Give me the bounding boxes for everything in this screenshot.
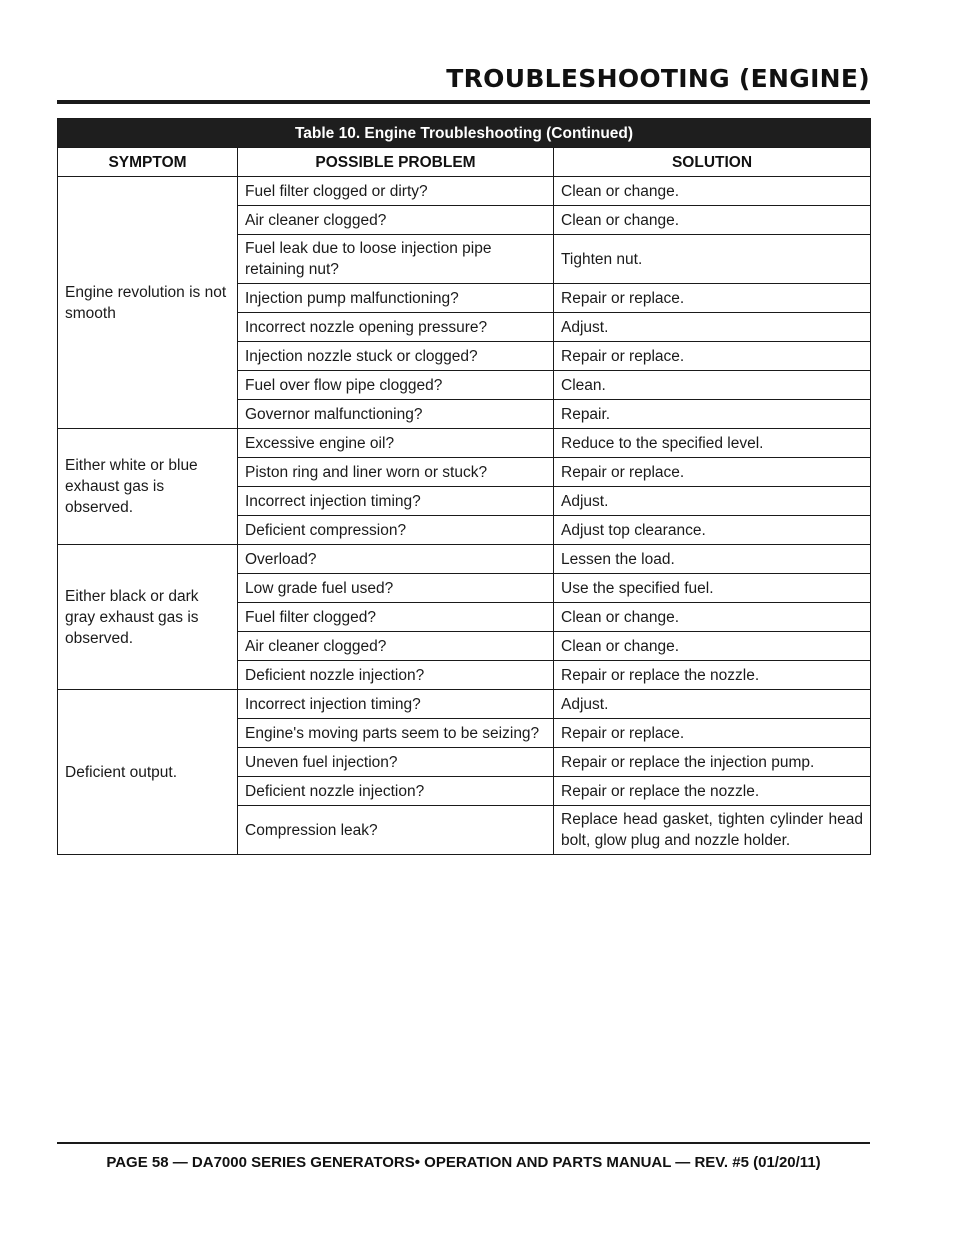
solution-cell: Adjust top clearance. [554, 516, 871, 545]
table-row [58, 690, 871, 719]
problem-cell: Governor malfunctioning? [238, 400, 554, 429]
problem-cell: Incorrect injection timing? [238, 487, 554, 516]
symptom-cell: Deficient output. [58, 690, 238, 855]
symptom-cell: Either black or dark gray exhaust gas is observed. [58, 545, 238, 690]
solution-cell: Clean or change. [554, 603, 871, 632]
solution-cell: Adjust. [554, 690, 871, 719]
title-rule [57, 100, 870, 104]
problem-cell: Deficient nozzle injection? [238, 661, 554, 690]
problem-cell: Incorrect injection timing? [238, 690, 554, 719]
problem-cell: Incorrect nozzle opening pressure? [238, 313, 554, 342]
table-row [58, 545, 871, 574]
solution-cell: Clean or change. [554, 632, 871, 661]
symptom-cell: Engine revolution is not smooth [58, 177, 238, 429]
footer-rule [57, 1142, 870, 1144]
table-row [58, 177, 871, 206]
problem-cell: Piston ring and liner worn or stuck? [238, 458, 554, 487]
page-title: TROUBLESHOOTING (ENGINE) [446, 64, 870, 93]
problem-cell: Engine's moving parts seem to be seizing? [238, 719, 554, 748]
solution-cell: Clean or change. [554, 206, 871, 235]
problem-cell: Fuel filter clogged or dirty? [238, 177, 554, 206]
solution-cell: Repair. [554, 400, 871, 429]
solution-cell: Repair or replace. [554, 458, 871, 487]
solution-cell: Use the specified fuel. [554, 574, 871, 603]
solution-cell: Repair or replace. [554, 719, 871, 748]
problem-cell: Fuel leak due to loose injection pipe retaining nut? [238, 235, 554, 284]
symptom-cell: Either white or blue exhaust gas is observed. [58, 429, 238, 545]
solution-cell: Tighten nut. [554, 235, 871, 284]
solution-cell: Adjust. [554, 487, 871, 516]
solution-cell: Repair or replace the nozzle. [554, 661, 871, 690]
solution-cell: Repair or replace. [554, 342, 871, 371]
problem-cell: Compression leak? [238, 806, 554, 855]
solution-cell: Reduce to the specified level. [554, 429, 871, 458]
problem-cell: Air cleaner clogged? [238, 206, 554, 235]
problem-cell: Fuel filter clogged? [238, 603, 554, 632]
troubleshooting-table [57, 118, 871, 855]
problem-cell: Low grade fuel used? [238, 574, 554, 603]
solution-cell: Clean or change. [554, 177, 871, 206]
table-caption: Table 10. Engine Troubleshooting (Continued) [58, 119, 871, 148]
problem-cell: Overload? [238, 545, 554, 574]
problem-cell: Injection pump malfunctioning? [238, 284, 554, 313]
solution-cell: Adjust. [554, 313, 871, 342]
column-header-solution: SOLUTION [554, 148, 871, 177]
solution-cell: Clean. [554, 371, 871, 400]
column-header-symptom: SYMPTOM [58, 148, 238, 177]
problem-cell: Uneven fuel injection? [238, 748, 554, 777]
page-footer: PAGE 58 — DA7000 SERIES GENERATORS• OPERATION AND PARTS MANUAL — REV. #5 (01/20/11) [106, 1154, 821, 1171]
solution-cell: Lessen the load. [554, 545, 871, 574]
problem-cell: Deficient nozzle injection? [238, 777, 554, 806]
problem-cell: Deficient compression? [238, 516, 554, 545]
table-row [58, 429, 871, 458]
problem-cell: Injection nozzle stuck or clogged? [238, 342, 554, 371]
solution-cell: Replace head gasket, tighten cylinder head bolt, glow plug and nozzle holder. [554, 806, 871, 855]
problem-cell: Air cleaner clogged? [238, 632, 554, 661]
table-body [58, 177, 871, 855]
solution-cell: Repair or replace the nozzle. [554, 777, 871, 806]
problem-cell: Fuel over flow pipe clogged? [238, 371, 554, 400]
column-header-possible-problem: POSSIBLE PROBLEM [238, 148, 554, 177]
problem-cell: Excessive engine oil? [238, 429, 554, 458]
solution-cell: Repair or replace the injection pump. [554, 748, 871, 777]
solution-cell: Repair or replace. [554, 284, 871, 313]
